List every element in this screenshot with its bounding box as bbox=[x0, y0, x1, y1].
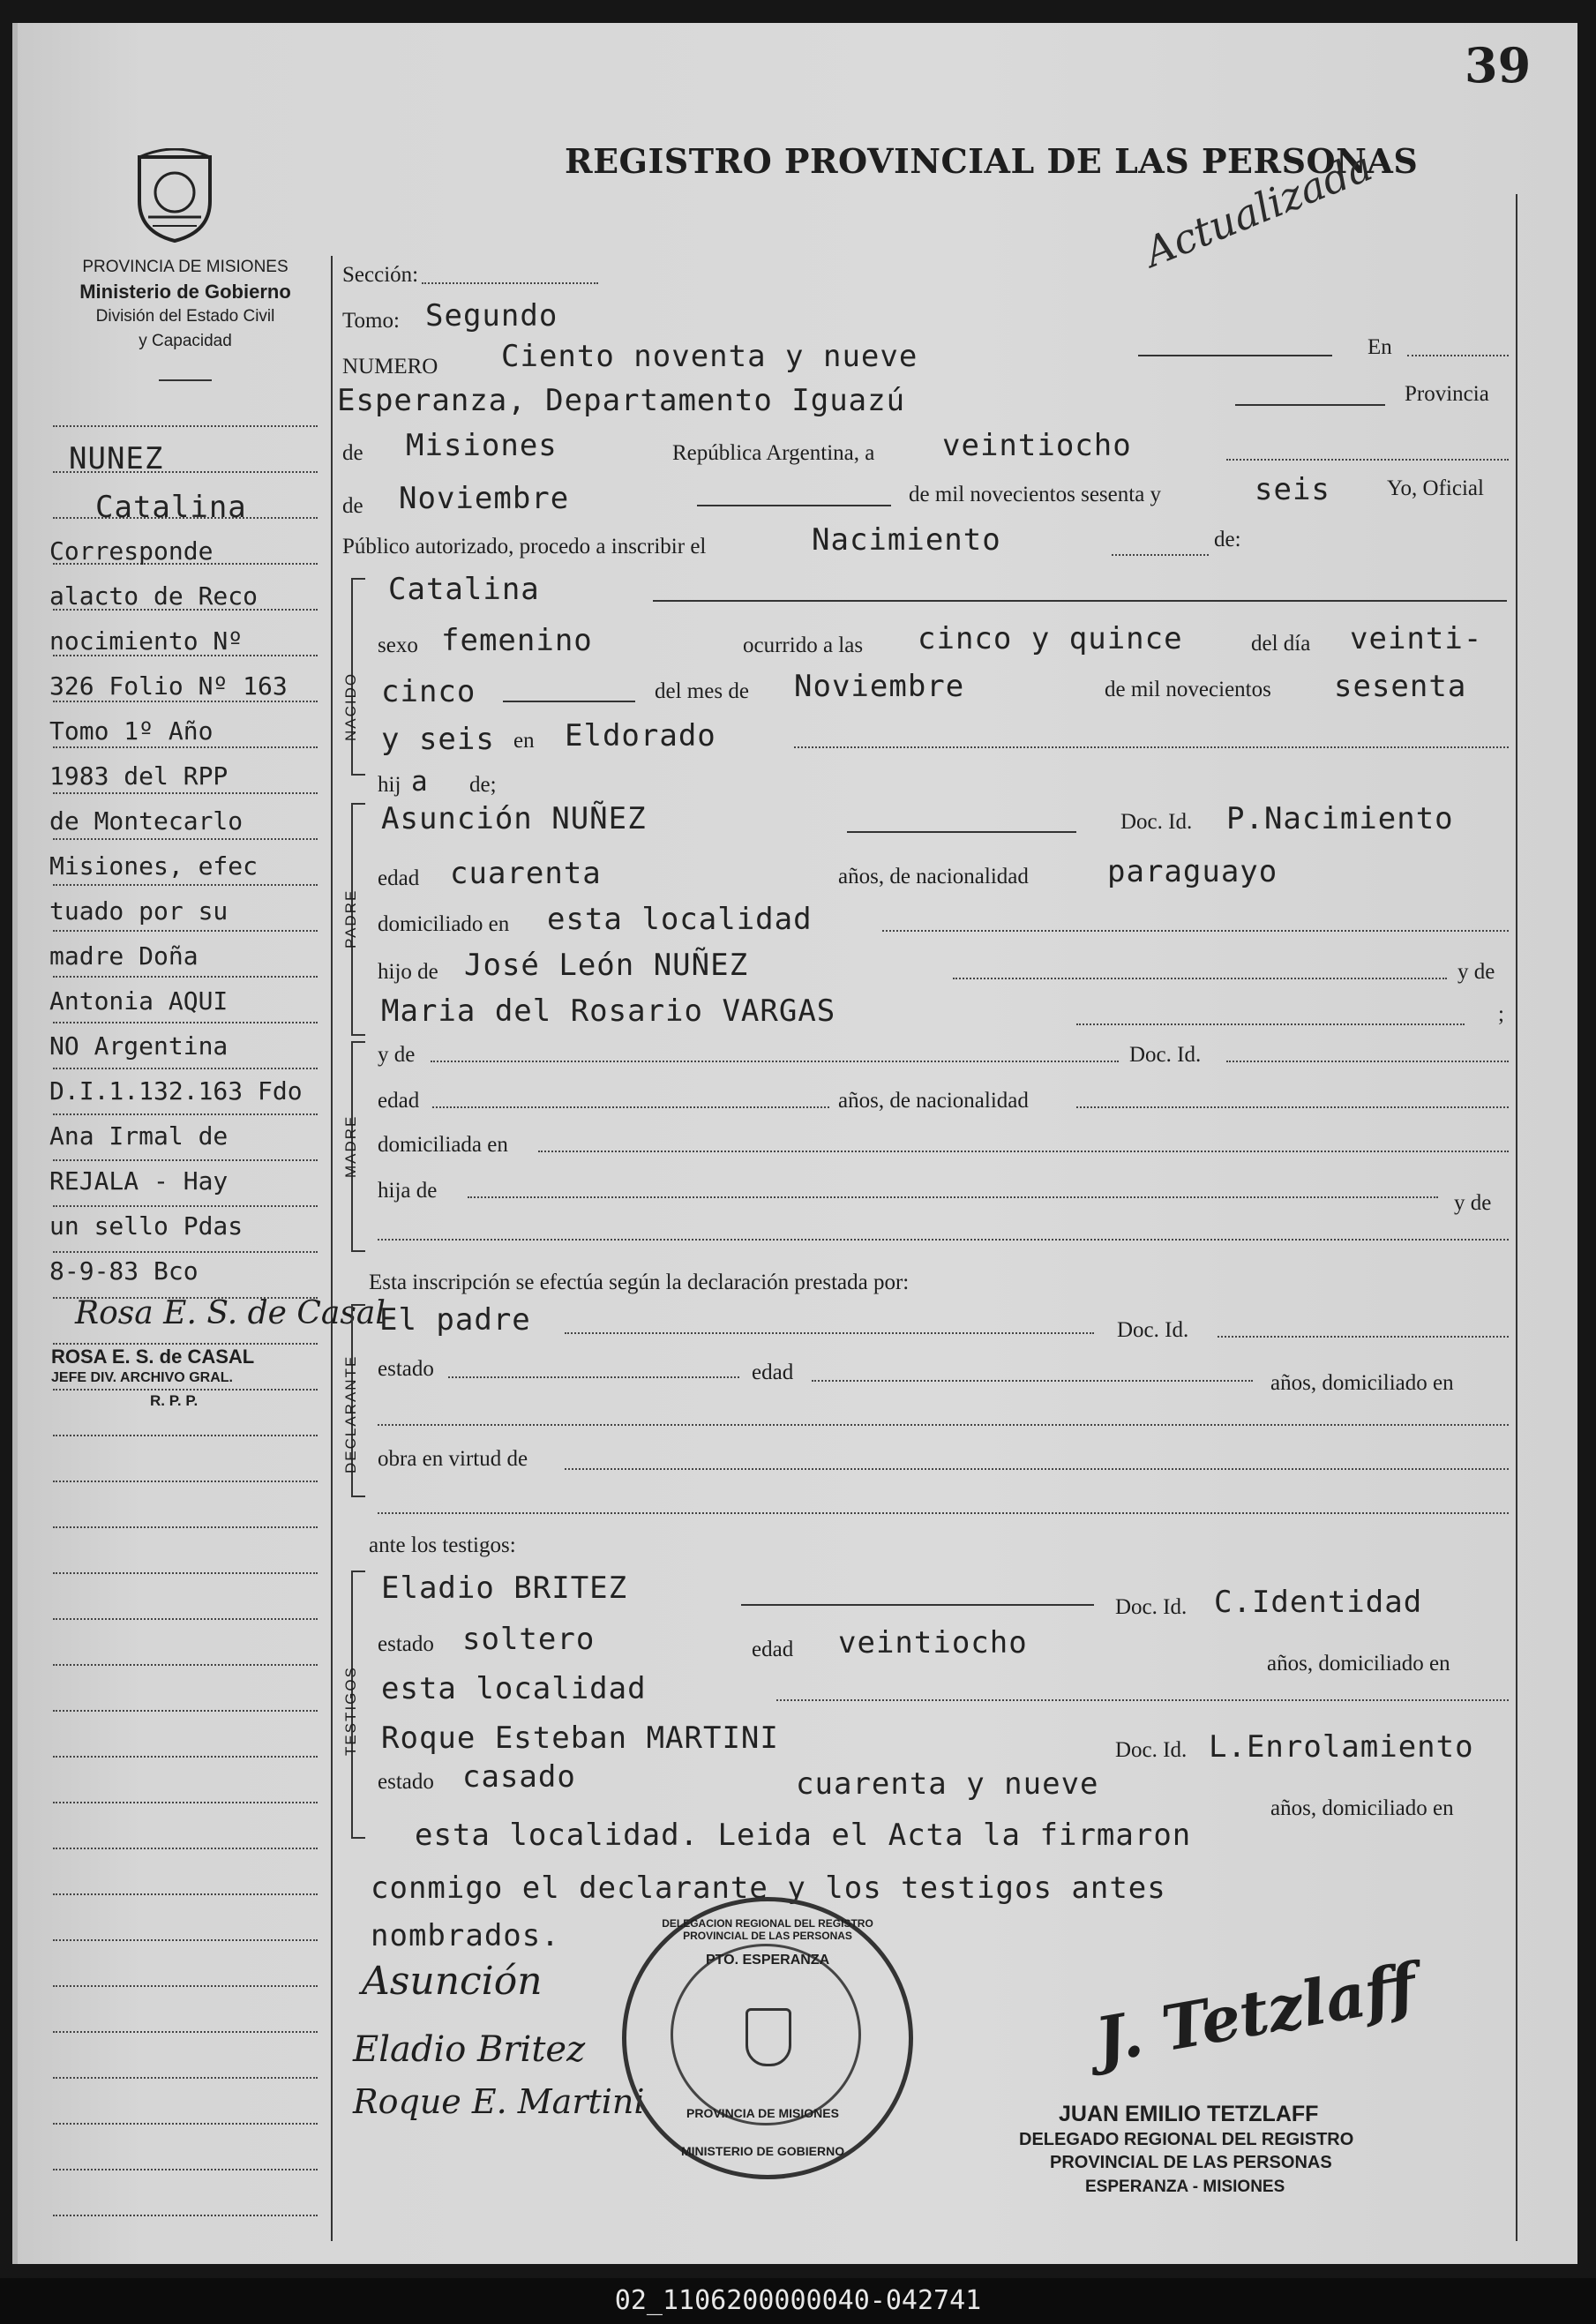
ministry-line2: Ministerio de Gobierno bbox=[79, 281, 291, 303]
padre-edad-value: cuarenta bbox=[450, 856, 602, 891]
margin-rule-line bbox=[53, 1710, 318, 1712]
seal-shield-icon bbox=[746, 2008, 791, 2066]
margin-rule-line bbox=[53, 1526, 318, 1528]
margin-rule-line bbox=[53, 2169, 318, 2170]
ministry-line3: División del Estado Civil bbox=[95, 307, 275, 326]
ocurrido-label: ocurrido a las bbox=[743, 633, 864, 657]
month-value: Noviembre bbox=[399, 481, 570, 516]
day-value: veintiocho bbox=[942, 428, 1132, 463]
margin-rule-line bbox=[53, 746, 318, 748]
seal-inner-bottom: PROVINCIA DE MISIONES bbox=[686, 2106, 839, 2120]
margin-rule-line bbox=[53, 1756, 318, 1758]
ministry-line4: y Capacidad bbox=[139, 332, 232, 350]
witness1-edad-label: edad bbox=[752, 1638, 794, 1661]
nacido-name: Catalina bbox=[388, 572, 540, 607]
mil-label: de mil novecientos bbox=[1105, 678, 1271, 701]
seccion-label: Sección: bbox=[342, 263, 419, 287]
witness2-anos-label: años, domiciliado en bbox=[1270, 1796, 1454, 1820]
margin-rule-line bbox=[53, 884, 318, 886]
madre-edad-label: edad bbox=[378, 1089, 420, 1113]
de3-label: de: bbox=[1214, 528, 1241, 551]
year-value-a: sesenta bbox=[1334, 669, 1467, 704]
padre-domicilio: esta localidad bbox=[547, 902, 813, 937]
seal-inner-top: PTO. ESPERANZA bbox=[706, 1953, 830, 1968]
madre-anos-label: años, de nacionalidad bbox=[838, 1089, 1029, 1113]
margin-stamp-line3: R. P. P. bbox=[150, 1392, 199, 1409]
declarante-name: El padre bbox=[379, 1302, 531, 1338]
margin-note-line: Antonia AQUI bbox=[49, 986, 229, 1016]
birthplace-value: Eldorado bbox=[565, 718, 716, 753]
margin-rule-line bbox=[53, 792, 318, 794]
margin-rule-line bbox=[53, 1435, 318, 1436]
margin-note-line: Tomo 1º Año bbox=[49, 716, 214, 746]
de-label: de bbox=[342, 441, 363, 465]
margin-stamp-line1: ROSA E. S. de CASAL bbox=[51, 1346, 255, 1368]
margin-rule-line bbox=[53, 1664, 318, 1666]
witness2-edad-value: cuarenta y nueve bbox=[796, 1766, 1099, 1802]
margin-note-line: un sello Pdas bbox=[49, 1211, 244, 1241]
padre-doc-label: Doc. Id. bbox=[1120, 810, 1193, 834]
witness1-estado-value: soltero bbox=[462, 1622, 596, 1657]
declarante-estado-label: estado bbox=[378, 1357, 434, 1381]
sexo-label: sexo bbox=[378, 633, 418, 657]
testigos-intro: ante los testigos: bbox=[369, 1533, 516, 1557]
father-of-padre: José León NUÑEZ bbox=[464, 948, 749, 983]
act-value: Nacimiento bbox=[812, 522, 1001, 558]
official-name: JUAN EMILIO TETZLAFF bbox=[1059, 2102, 1319, 2126]
margin-note-line: alacto de Reco bbox=[49, 581, 259, 611]
margin-note-line: tuado por su bbox=[49, 896, 229, 926]
margin-given-name: Catalina bbox=[95, 490, 247, 525]
padre-nacionalidad: paraguayo bbox=[1107, 854, 1278, 889]
margin-note-line: 326 Folio Nº 163 bbox=[49, 671, 288, 701]
declarante-edad-label: edad bbox=[752, 1361, 794, 1384]
padre-side-label: PADRE bbox=[342, 888, 359, 948]
page-title: REGISTRO PROVINCIAL DE LAS PERSONAS bbox=[565, 141, 1419, 181]
margin-rule-line bbox=[53, 1159, 318, 1161]
margin-note-line: madre Doña bbox=[49, 941, 199, 971]
margin-note-line: 1983 del RPP bbox=[49, 761, 229, 791]
day-value-a: veinti- bbox=[1350, 621, 1483, 656]
tomo-value: Segundo bbox=[425, 298, 558, 334]
day-value-b: cinco bbox=[381, 674, 476, 709]
padre-domiciliado-label: domiciliado en bbox=[378, 912, 510, 936]
margin-note-line: NO Argentina bbox=[49, 1031, 229, 1061]
official-title-1: DELEGADO REGIONAL DEL REGISTRO bbox=[1019, 2130, 1354, 2149]
padre-name: Asunción NUÑEZ bbox=[381, 801, 647, 836]
witness1-edad-value: veintiocho bbox=[838, 1625, 1028, 1661]
de2-label: de bbox=[342, 494, 363, 518]
closing-line-2: conmigo el declarante y los testigos antes bbox=[371, 1870, 1166, 1906]
hija-label: hij bbox=[378, 773, 401, 797]
margin-signature: Rosa E. S. de Casal bbox=[75, 1295, 386, 1331]
tomo-label: Tomo: bbox=[342, 309, 400, 333]
seal-ring-text: DELEGACION REGIONAL DEL REGISTRO PROVINCIAL DE LAS PERSONAS bbox=[662, 1917, 873, 1942]
margin-rule-line bbox=[53, 1068, 318, 1069]
declarante-doc-label: Doc. Id. bbox=[1117, 1318, 1189, 1342]
year-value-b: y seis bbox=[381, 722, 495, 757]
image-id-caption: 02_1106200000040-042741 bbox=[614, 2285, 982, 2316]
padre-doc-value: P.Nacimiento bbox=[1226, 801, 1454, 836]
provincia-label: Provincia bbox=[1405, 382, 1489, 406]
hija-suffix: a bbox=[411, 766, 428, 798]
place-value: Esperanza, Departamento Iguazú bbox=[337, 383, 906, 418]
margin-rule-line bbox=[53, 2077, 318, 2079]
padre-anos-label: años, de nacionalidad bbox=[838, 865, 1029, 888]
witness2-name: Roque Esteban MARTINI bbox=[381, 1721, 779, 1756]
margin-rule-line bbox=[53, 1985, 318, 1987]
signature-official: J. Tetzlaff bbox=[1090, 1948, 1422, 2078]
mother-of-padre: Maria del Rosario VARGAS bbox=[381, 993, 836, 1029]
oficial-text: Yo, Oficial bbox=[1387, 476, 1484, 500]
margin-rule-line bbox=[53, 1802, 318, 1803]
republica-label: República Argentina, a bbox=[672, 441, 875, 465]
margin-note-line: 8-9-83 Bco bbox=[49, 1256, 199, 1286]
publico-text: Público autorizado, procedo a inscribir el bbox=[342, 535, 707, 559]
margin-rule-line bbox=[53, 1848, 318, 1849]
margin-rule-line bbox=[53, 1389, 318, 1391]
time-value: cinco y quince bbox=[918, 621, 1183, 656]
witness1-name: Eladio BRITEZ bbox=[381, 1571, 628, 1606]
province-value: Misiones bbox=[406, 428, 558, 463]
margin-rule-line bbox=[53, 1343, 318, 1345]
margin-note-line: REJALA - Hay bbox=[49, 1166, 229, 1196]
margin-rule-line bbox=[53, 1572, 318, 1574]
padre-y-de-label: y de bbox=[1457, 960, 1495, 984]
ministry-line1: PROVINCIA DE MISIONES bbox=[82, 258, 288, 276]
madre-domiciliada-label: domiciliada en bbox=[378, 1133, 508, 1157]
numero-label: NUMERO bbox=[342, 355, 438, 379]
margin-stamp-line2: JEFE DIV. ARCHIVO GRAL. bbox=[51, 1370, 233, 1385]
testigos-side-label: TESTIGOS bbox=[342, 1666, 359, 1756]
margin-note-line: de Montecarlo bbox=[49, 806, 244, 836]
margin-rule-line bbox=[53, 2123, 318, 2125]
nacido-side-label: NACIDO bbox=[342, 671, 359, 741]
margin-note-line: nocimiento Nº bbox=[49, 626, 244, 656]
margin-divider bbox=[331, 256, 333, 2241]
year-value: seis bbox=[1255, 472, 1330, 507]
actualizada-stamp: Actualizada bbox=[1137, 141, 1379, 277]
official-seal bbox=[622, 1897, 913, 2179]
hijo-de-label: hijo de bbox=[378, 960, 438, 984]
witness1-doc-value: C.Identidad bbox=[1214, 1585, 1423, 1620]
witness2-estado-label: estado bbox=[378, 1770, 434, 1794]
official-title-2: PROVINCIAL DE LAS PERSONAS bbox=[1050, 2153, 1332, 2172]
margin-rule-line bbox=[53, 1939, 318, 1941]
numero-value: Ciento noventa y nueve bbox=[501, 339, 918, 374]
margin-rule-line bbox=[53, 1022, 318, 1023]
mes-label: del mes de bbox=[655, 679, 749, 703]
margin-rule-line bbox=[53, 1113, 318, 1115]
page-number: 39 bbox=[1465, 37, 1532, 94]
closing-line-3: nombrados. bbox=[371, 1918, 560, 1953]
margin-rule-line bbox=[53, 1893, 318, 1895]
official-title-3: ESPERANZA - MISIONES bbox=[1085, 2178, 1285, 2196]
padre-edad-label: edad bbox=[378, 866, 420, 890]
margin-rule-line bbox=[53, 930, 318, 932]
margin-rule-line bbox=[53, 2215, 318, 2216]
madre-side-label: MADRE bbox=[342, 1114, 359, 1178]
margin-rule-line bbox=[53, 1205, 318, 1207]
padre-semicolon: ; bbox=[1498, 1002, 1504, 1026]
declarante-anos-label: años, domiciliado en bbox=[1270, 1371, 1454, 1395]
year-text: de mil novecientos sesenta y bbox=[909, 483, 1162, 506]
margin-note-line: Ana Irmal de bbox=[49, 1121, 229, 1151]
margin-rule-line bbox=[53, 425, 318, 427]
margin-note-line: D.I.1.132.163 Fdo bbox=[49, 1076, 303, 1106]
province-crest-icon bbox=[131, 148, 219, 245]
signature-declarante: Asunción bbox=[362, 1959, 543, 2004]
witness1-estado-label: estado bbox=[378, 1632, 434, 1656]
right-border bbox=[1516, 194, 1517, 2241]
witness1-anos-label: años, domiciliado en bbox=[1267, 1652, 1450, 1676]
obra-label: obra en virtud de bbox=[378, 1447, 528, 1471]
declarante-side-label: DECLARANTE bbox=[342, 1354, 359, 1473]
closing-line-1: esta localidad. Leida el Acta la firmaron bbox=[415, 1818, 1192, 1853]
margin-rule-line bbox=[53, 1251, 318, 1253]
witness2-doc-label: Doc. Id. bbox=[1115, 1738, 1188, 1762]
sexo-value: femenino bbox=[441, 623, 593, 658]
margin-rule-line bbox=[53, 2031, 318, 2033]
witness2-doc-value: L.Enrolamiento bbox=[1209, 1729, 1474, 1765]
witness1-domicilio: esta localidad bbox=[381, 1671, 647, 1706]
margin-surname: NUNEZ bbox=[69, 441, 164, 476]
madre-doc-label: Doc. Id. bbox=[1129, 1043, 1202, 1067]
signature-witness2: Roque E. Martini bbox=[353, 2082, 645, 2121]
nacido-month: Noviembre bbox=[794, 669, 965, 704]
margin-rule-line bbox=[53, 701, 318, 702]
madre-y-de2-label: y de bbox=[1454, 1191, 1492, 1215]
signature-witness1: Eladio Britez bbox=[353, 2029, 586, 2070]
en-label-nacido: en bbox=[513, 729, 535, 753]
margin-rule-line bbox=[53, 976, 318, 978]
del-dia-label: del día bbox=[1251, 632, 1311, 656]
margin-rule-line bbox=[53, 838, 318, 840]
hija-de-label: de; bbox=[469, 773, 497, 797]
madre-y-de-label: y de bbox=[378, 1043, 416, 1067]
declarante-intro: Esta inscripción se efectúa según la declaración prestada por: bbox=[369, 1271, 910, 1294]
margin-rule-line bbox=[53, 1618, 318, 1620]
witness1-doc-label: Doc. Id. bbox=[1115, 1595, 1188, 1619]
en-label: En bbox=[1367, 335, 1392, 359]
margin-rule-line bbox=[53, 1481, 318, 1482]
margin-note-line: Misiones, efec bbox=[49, 851, 259, 881]
seal-outer-bottom: MINISTERIO DE GOBIERNO bbox=[681, 2144, 845, 2158]
margin-note-line: Corresponde bbox=[49, 536, 214, 566]
witness2-estado-value: casado bbox=[462, 1759, 576, 1795]
madre-hija-label: hija de bbox=[378, 1179, 438, 1203]
